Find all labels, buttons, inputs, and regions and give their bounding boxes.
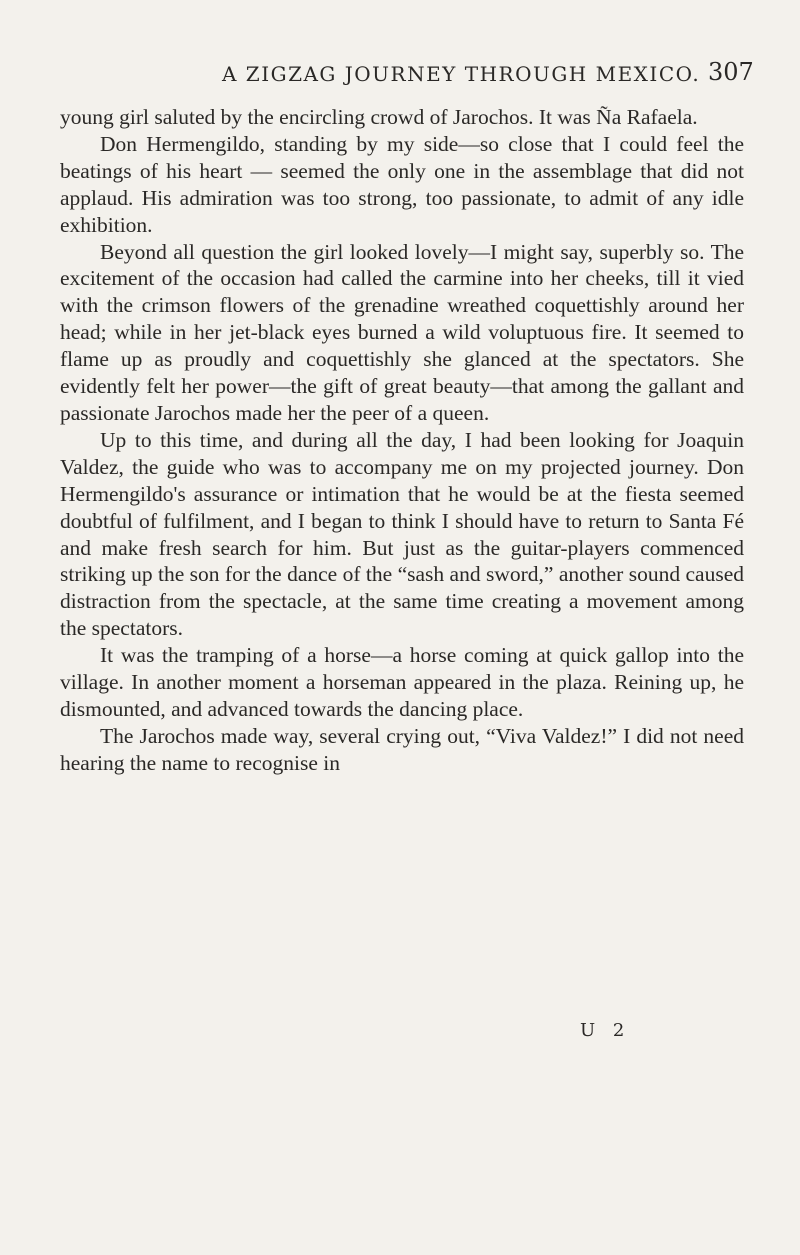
signature-mark: U 2: [580, 1020, 631, 1041]
paragraph-2: Don Hermengildo, standing by my side—so close that I could feel the beatings of his heart — seemed the only one in the assemblage that did not applaud. His admiration was too strong, too passionate, to admit of any idle exhibition.: [60, 131, 744, 237]
paragraph-3: Beyond all question the girl looked lovely—I might say, superbly so. The excitement of the occasion had called the carmine into her cheeks, till it vied with the crimson flowers of the grenadine wreathed coquettishly around her head; while in her jet-black eyes burned a wild voluptuous fire. It seemed to flame up as proudly and coquettishly she glanced at the spectators. She evidently felt her power—the gift of great beauty—that among the gallant and passionate Jarochos made her the peer of a queen.: [60, 239, 744, 425]
running-title: A ZIGZAG JOURNEY THROUGH MEXICO.: [222, 62, 701, 86]
paragraph-5: It was the tramping of a horse—a horse coming at quick gallop into the village. In another moment a horseman appeared in the plaza. Reining up, he dismounted, and advanced towards the dancing place.: [60, 643, 744, 721]
paragraph-6: The Jarochos made way, several crying out, “Viva Valdez!” I did not need hearing the name to recognise in: [60, 723, 744, 775]
page-number: 307: [708, 58, 754, 86]
paragraph-1: young girl saluted by the encircling crowd of Jarochos. It was Ña Rafaela.: [60, 105, 698, 129]
paragraph-4: Up to this time, and during all the day, I had been looking for Joaquin Valdez, the guide who was to accompany me on my projected journey. Don Hermengildo's assurance or intimation that he would be at the fiesta seemed doubtful of fulfilment, and I began to think I should have to return to Santa Fé and make fresh search for him. But just as the guitar-players commenced striking up the son for the dance of the “sash and sword,” another sound caused distraction from the spectacle, at the same time creating a movement among the spectators.: [60, 427, 744, 641]
body-text: [60, 104, 744, 777]
